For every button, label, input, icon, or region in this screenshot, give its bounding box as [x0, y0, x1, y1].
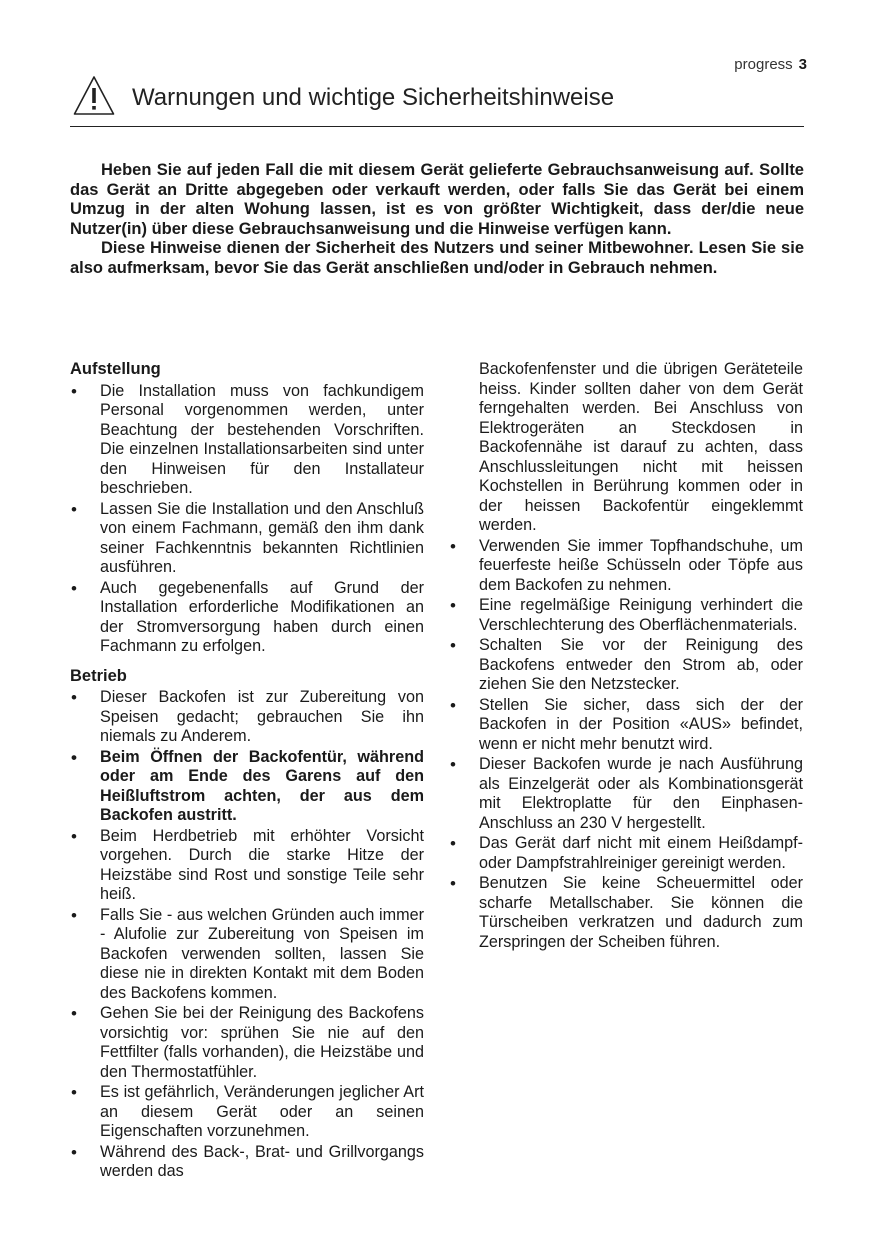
list-item: • Dieser Backofen ist zur Zubereitung von Speisen gedacht; gebrauchen Sie ihn niemals zu Anderem.	[70, 688, 424, 747]
intro-paragraph: Heben Sie auf jeden Fall die mit diesem Gerät gelieferte Gebrauchsanweisung auf. Sollte das Gerät an Dritte abgegeben oder verkauft werden, oder falls Sie das Gerät bei einem Umzug in der alten Wohung lassen, ist es von größter Wichtigkeit, dass der/die neue Nutzer(in) über diese Gebrauchsanweisung und die Hinweise verfügen kann.	[70, 161, 804, 238]
left-column	[70, 360, 424, 1183]
betrieb-list-continued	[449, 537, 803, 953]
list-item: • Das Gerät darf nicht mit einem Heißdampf- oder Dampfstrahlreiniger gereinigt werden.	[449, 834, 803, 873]
intro-paragraph: Diese Hinweise dienen der Sicherheit des Nutzers und seiner Mitbewohner. Lesen Sie sie also aufmerksam, bevor Sie das Gerät anschließen und/oder in Gebrauch nehmen.	[70, 239, 804, 277]
list-item-continuation: Backofenfenster und die übrigen Geräteteile heiss. Kinder sollten daher von dem Gerät ferngehalten werden. Bei Anschluss von Elektrogeräten an Steckdosen in Backofennähe ist darauf zu achten, dass Anschlussleitungen nicht mit heissen Kochstellen in Berührung kommen oder in der heissen Backofentür eingeklemmt werden.	[479, 360, 803, 534]
list-item: • Beim Herdbetrieb mit erhöhter Vorsicht vorgehen. Durch die starke Hitze der Heizstäbe sind Rost und sonstige Teile sehr heiß.	[70, 827, 424, 905]
list-item: • Dieser Backofen wurde je nach Ausführung als Einzelgerät oder als Kombinationsgerät mit Elektroplatte für den Einphasen-Anschluss an 230 V hergestellt.	[449, 755, 803, 833]
list-item: • Schalten Sie vor der Reinigung des Backofens entweder den Strom ab, oder ziehen Sie den Netzstecker.	[449, 636, 803, 695]
page-title: Warnungen und wichtige Sicherheitshinweise	[132, 84, 615, 111]
intro-block	[70, 161, 804, 278]
betrieb-list	[70, 688, 424, 1182]
list-item: • Die Installation muss von fachkundigem Personal vorgenommen werden, unter Beachtung der bestehenden Vorschriften. Die einzelnen Installationsarbeiten sind unter den Hinweisen für den Installateur beschrieben.	[70, 382, 424, 499]
list-item: • Eine regelmäßige Reinigung verhindert die Verschlechterung des Oberflächenmaterials.	[449, 596, 803, 635]
page-number: 3	[798, 56, 807, 73]
aufstellung-list	[70, 382, 424, 657]
section-heading-betrieb: Betrieb	[70, 666, 127, 685]
list-item: • Benutzen Sie keine Scheuermittel oder scharfe Metallschaber. Sie können die Türscheiben verkratzen und dadurch zum Zerspringen der Scheiben führen.	[449, 874, 803, 952]
brand-label: progress	[734, 56, 793, 73]
list-item: • Gehen Sie bei der Reinigung des Backofens vorsichtig vor: sprühen Sie nie auf den Fettfilter (falls vorhanden), die Heizstäbe und den Thermostatfühler.	[70, 1004, 424, 1082]
list-item-warning: • Beim Öffnen der Backofentür, während oder am Ende des Garens auf den Heißluftstrom achten, der aus dem Backofen austritt.	[70, 748, 424, 826]
list-item: • Während des Back-, Brat- und Grillvorgangs werden das	[70, 1143, 424, 1182]
section-heading-aufstellung: Aufstellung	[70, 360, 161, 378]
warning-triangle-icon	[72, 74, 116, 118]
list-item: • Falls Sie - aus welchen Gründen auch immer - Alufolie zur Zubereitung von Speisen im Backofen verwenden sollten, lassen Sie diese nie in direkten Kontakt mit dem Boden des Backofens kommen.	[70, 906, 424, 1004]
list-item: • Verwenden Sie immer Topfhandschuhe, um feuerfeste heiße Schüsseln oder Töpfe aus dem Backofen zu nehmen.	[449, 537, 803, 596]
page-header	[734, 56, 807, 73]
list-item: • Lassen Sie die Installation und den Anschluß von einem Fachmann, gemäß den ihm dank seiner Fachkenntnis bekannten Richtlinien ausführen.	[70, 500, 424, 578]
right-column	[449, 360, 803, 953]
list-item: • Stellen Sie sicher, dass sich der der Backofen in der Position «AUS» befindet, wenn er nicht mehr benutzt wird.	[449, 696, 803, 755]
list-item: • Es ist gefährlich, Veränderungen jeglicher Art an diesem Gerät oder an seinen Eigenschaften vorzunehmen.	[70, 1083, 424, 1142]
title-block	[70, 74, 804, 127]
list-item: • Auch gegebenenfalls auf Grund der Installation erforderliche Modifikationen an der Stromversorgung haben durch einen Fachmann zu erfolgen.	[70, 579, 424, 657]
